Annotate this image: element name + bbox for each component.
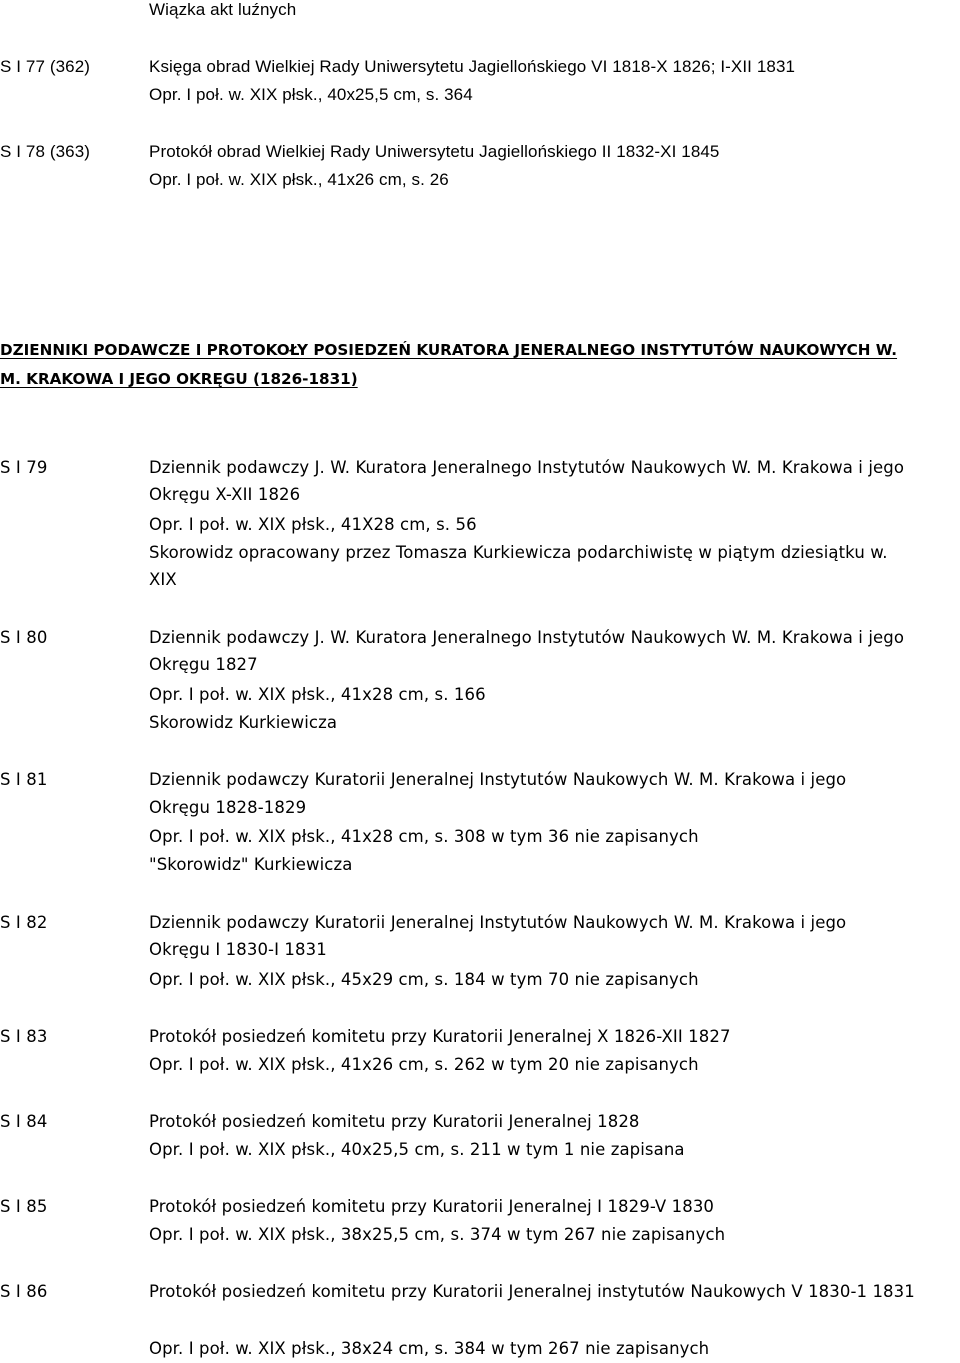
entry-signature: S I 82: [0, 913, 48, 932]
entry-title: Księga obrad Wielkiej Rady Uniwersytetu Jagiellońskiego VI 1818-X 1826; I-XII 1831: [149, 57, 796, 76]
entry-line: Skorowidz Kurkiewicza: [149, 713, 338, 732]
entry-line: Opr. I poł. w. XIX płsk., 38x25,5 cm, s. 374 w tym 267 nie zapisanych: [149, 1225, 726, 1244]
entry-line: Opr. I poł. w. XIX płsk., 45x29 cm, s. 184 w tym 70 nie zapisanych: [149, 970, 699, 989]
entry-line: Okręgu X-XII 1826: [149, 485, 301, 504]
entry-description: Opr. I poł. w. XIX płsk., 40x25,5 cm, s. 364: [149, 85, 473, 104]
entry-signature: S I 86: [0, 1282, 48, 1301]
entry-line: Protokół posiedzeń komitetu przy Kuratorii Jeneralnej 1828: [149, 1112, 640, 1131]
entry-line: Okręgu 1827: [149, 655, 258, 674]
entry-line: Opr. I poł. w. XIX płsk., 41x26 cm, s. 262 w tym 20 nie zapisanych: [149, 1055, 699, 1074]
entry-line: Opr. I poł. w. XIX płsk., 38x24 cm, s. 384 w tym 267 nie zapisanych: [149, 1339, 710, 1358]
entry-signature: S I 77 (362): [0, 57, 91, 76]
section-heading-line: DZIENNIKI PODAWCZE I PROTOKOŁY POSIEDZEŃ KURATORA JENERALNEGO INSTYTUTÓW NAUKOWYCH W.: [0, 341, 898, 359]
entry-signature: S I 78 (363): [0, 142, 91, 161]
entry-signature: S I 79: [0, 458, 48, 477]
entry-line: Skorowidz opracowany przez Tomasza Kurkiewicza podarchiwistę w piątym dziesiątku w.: [149, 543, 888, 562]
entry-line: Protokół posiedzeń komitetu przy Kuratorii Jeneralnej instytutów Naukowych V 1830-1 1831: [149, 1282, 915, 1301]
entry-signature: S I 84: [0, 1112, 48, 1131]
entry-line: Opr. I poł. w. XIX płsk., 40x25,5 cm, s. 211 w tym 1 nie zapisana: [149, 1140, 685, 1159]
entry-line: Dziennik podawczy Kuratorii Jeneralnej Instytutów Naukowych W. M. Krakowa i jego: [149, 770, 847, 789]
entry-line: Opr. I poł. w. XIX płsk., 41x28 cm, s. 166: [149, 685, 486, 704]
entry-signature: S I 81: [0, 770, 48, 789]
entry-line: Opr. I poł. w. XIX płsk., 41X28 cm, s. 56: [149, 515, 477, 534]
continued-text: Wiązka akt luźnych: [149, 0, 297, 19]
entry-description: Opr. I poł. w. XIX płsk., 41x26 cm, s. 26: [149, 170, 449, 189]
entry-signature: S I 80: [0, 628, 48, 647]
entry-line: "Skorowidz" Kurkiewicza: [149, 855, 353, 874]
entry-line: Protokół posiedzeń komitetu przy Kuratorii Jeneralnej I 1829-V 1830: [149, 1197, 715, 1216]
entry-line: Protokół posiedzeń komitetu przy Kuratorii Jeneralnej X 1826-XII 1827: [149, 1027, 731, 1046]
entry-line: XIX: [149, 570, 177, 589]
entry-line: Dziennik podawczy Kuratorii Jeneralnej Instytutów Naukowych W. M. Krakowa i jego: [149, 913, 847, 932]
entry-signature: S I 85: [0, 1197, 48, 1216]
entry-title: Protokół obrad Wielkiej Rady Uniwersytetu Jagiellońskiego II 1832-XI 1845: [149, 142, 720, 161]
entry-line: Okręgu I 1830-I 1831: [149, 940, 327, 959]
section-heading-line: M. KRAKOWA I JEGO OKRĘGU (1826-1831): [0, 370, 358, 388]
entry-signature: S I 83: [0, 1027, 48, 1046]
entry-line: Dziennik podawczy J. W. Kuratora Jeneralnego Instytutów Naukowych W. M. Krakowa i jego: [149, 458, 905, 477]
entry-line: Okręgu 1828-1829: [149, 798, 307, 817]
entry-line: Dziennik podawczy J. W. Kuratora Jeneralnego Instytutów Naukowych W. M. Krakowa i jego: [149, 628, 905, 647]
entry-line: Opr. I poł. w. XIX płsk., 41x28 cm, s. 308 w tym 36 nie zapisanych: [149, 827, 699, 846]
